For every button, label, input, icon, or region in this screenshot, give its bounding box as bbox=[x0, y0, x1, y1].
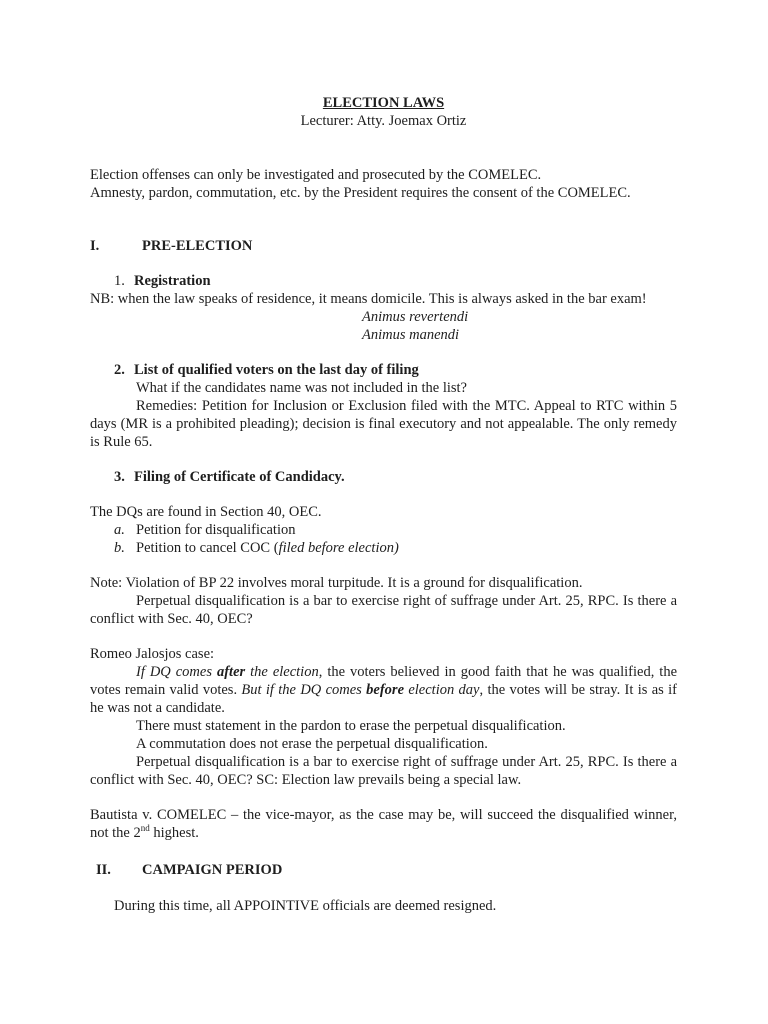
item-number: 2. bbox=[114, 362, 125, 378]
section-title: PRE-ELECTION bbox=[142, 238, 253, 254]
item-coc-heading bbox=[114, 468, 701, 486]
item-number: 3. bbox=[114, 469, 125, 485]
dq-section-note: The DQs are found in Section 40, OEC. bbox=[90, 504, 322, 520]
perpetual-dq-paragraph-1: Perpetual disqualification is a bar to exercise right of suffrage under Art. 25, RPC. Is there a conflict with Sec. 40, OEC? bbox=[90, 593, 677, 627]
text-run: If DQ comes bbox=[136, 664, 217, 680]
jalosjos-paragraph bbox=[90, 663, 677, 717]
item-voters-list-heading bbox=[114, 361, 701, 379]
text-run: highest. bbox=[149, 825, 199, 841]
registration-note: NB: when the law speaks of residence, it means domicile. This is always asked in the bar exam! bbox=[90, 291, 647, 307]
text-run: But if the DQ comes bbox=[241, 682, 367, 698]
latin-term-1: Animus revertendi bbox=[362, 309, 469, 325]
voters-remedies: Remedies: Petition for Inclusion or Exclusion filed with the MTC. Appeal to RTC within 5 days (MR is a prohibited pleading); decision is final executory and not appealable. The only remedy is Rule 65. bbox=[90, 398, 677, 450]
section-numeral: I. bbox=[90, 238, 100, 254]
text-run: Bautista v. COMELEC – the vice-mayor, as the case may be, will succeed the disqualified winner, not the 2 bbox=[90, 807, 677, 841]
document-title: ELECTION LAWS bbox=[322, 95, 445, 111]
pardon-statement: There must statement in the pardon to erase the perpetual disqualification. bbox=[136, 718, 566, 734]
text-run: the election bbox=[245, 664, 319, 680]
item-title: List of qualified voters on the last day of filing bbox=[134, 362, 419, 378]
text-run: after bbox=[216, 664, 246, 680]
list-item-a bbox=[114, 521, 677, 539]
voters-question: What if the candidates name was not included in the list? bbox=[136, 380, 467, 396]
campaign-period-text: During this time, all APPOINTIVE officials are deemed resigned. bbox=[114, 898, 497, 914]
list-text: Petition to cancel COC ( bbox=[136, 540, 279, 556]
list-text-italic: filed before election) bbox=[278, 540, 399, 556]
section-heading-pre-election bbox=[90, 237, 677, 255]
list-label: a. bbox=[114, 522, 125, 538]
jalosjos-case-label: Romeo Jalosjos case: bbox=[90, 646, 215, 662]
text-run: before bbox=[366, 682, 404, 698]
list-item-b bbox=[114, 539, 677, 557]
text-run: election day bbox=[404, 682, 480, 698]
text-run: , the votes will be stray. It is as if he was not a candidate. bbox=[90, 682, 677, 716]
bp22-note: Note: Violation of BP 22 involves moral turpitude. It is a ground for disqualification. bbox=[90, 575, 583, 591]
list-text: Petition for disqualification bbox=[136, 522, 296, 538]
text-run: , the voters believed in good faith that he was qualified, the votes remain valid votes. bbox=[90, 664, 678, 698]
commutation-statement: A commutation does not erase the perpetual disqualification. bbox=[136, 736, 488, 752]
lecturer-line: Lecturer: Atty. Joemax Ortiz bbox=[300, 113, 467, 129]
superscript: nd bbox=[140, 823, 150, 834]
section-title: CAMPAIGN PERIOD bbox=[142, 862, 283, 878]
item-registration-heading bbox=[114, 272, 701, 290]
item-title: Filing of Certificate of Candidacy. bbox=[134, 469, 345, 485]
section-heading-campaign-period bbox=[96, 861, 683, 879]
item-number: 1. bbox=[114, 273, 125, 289]
intro-line-2: Amnesty, pardon, commutation, etc. by the President requires the consent of the COMELEC. bbox=[90, 185, 631, 201]
section-numeral: II. bbox=[96, 862, 111, 878]
item-title: Registration bbox=[134, 273, 211, 289]
perpetual-dq-paragraph-2: Perpetual disqualification is a bar to exercise right of suffrage under Art. 25, RPC. Is there a conflict with Sec. 40, OEC? SC: Election law prevails being a special law. bbox=[90, 754, 677, 788]
intro-line-1: Election offenses can only be investigated and prosecuted by the COMELEC. bbox=[90, 167, 542, 183]
bautista-case-paragraph bbox=[90, 806, 677, 842]
latin-term-2: Animus manendi bbox=[362, 327, 460, 343]
list-label: b. bbox=[114, 540, 125, 556]
